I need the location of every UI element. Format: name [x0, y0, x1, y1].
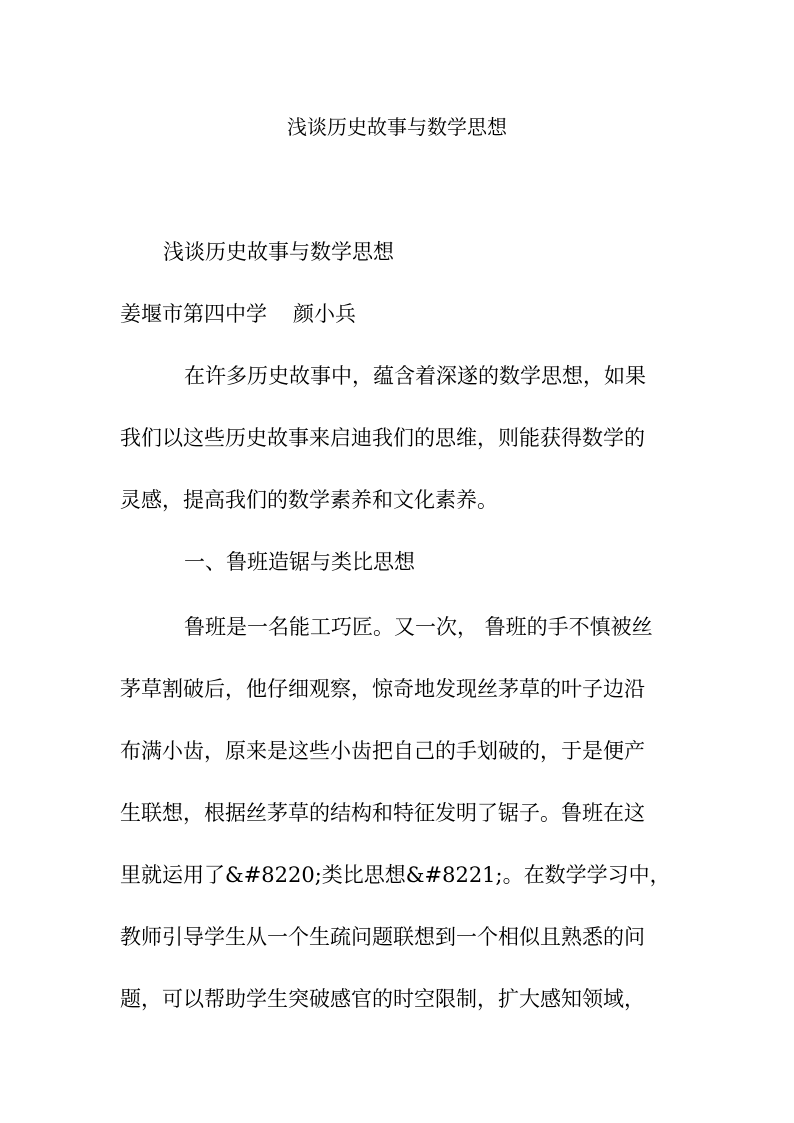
section-heading: 一、鲁班造锯与类比思想: [184, 550, 415, 574]
paragraph-line: 里就运用了&#8220;类比思想&#8221;。在数学学习中，: [120, 863, 671, 887]
paragraph-line: 教师引导学生从一个生疏问题联想到一个相似且熟悉的问: [120, 925, 645, 949]
paragraph-line: 布满小齿，原来是这些小齿把自己的手划破的，于是便产: [120, 739, 645, 763]
paragraph-line: 题，可以帮助学生突破感官的时空限制，扩大感知领域，: [120, 987, 645, 1011]
author-line: [120, 299, 356, 329]
paragraph-line: 在许多历史故事中，蕴含着深遂的数学思想，如果: [184, 364, 646, 388]
paragraph-line: 茅草割破后，他仔细观察，惊奇地发现丝茅草的叶子边沿: [120, 677, 645, 701]
author-name: 颜小兵: [293, 302, 356, 326]
paragraph-line: 灵感，提高我们的数学素养和文化素养。: [120, 488, 498, 512]
school-name: 姜堰市第四中学: [120, 302, 267, 326]
paragraph-line: 我们以这些历史故事来启迪我们的思维，则能获得数学的: [120, 426, 645, 450]
article-title: 浅谈历史故事与数学思想: [163, 240, 394, 264]
paragraph-line: 生联想，根据丝茅草的结构和特征发明了锯子。鲁班在这: [120, 801, 645, 825]
document-title: 浅谈历史故事与数学思想: [287, 115, 507, 139]
paragraph-line: 鲁班是一名能工巧匠。又一次， 鲁班的手不慎被丝: [184, 615, 653, 639]
